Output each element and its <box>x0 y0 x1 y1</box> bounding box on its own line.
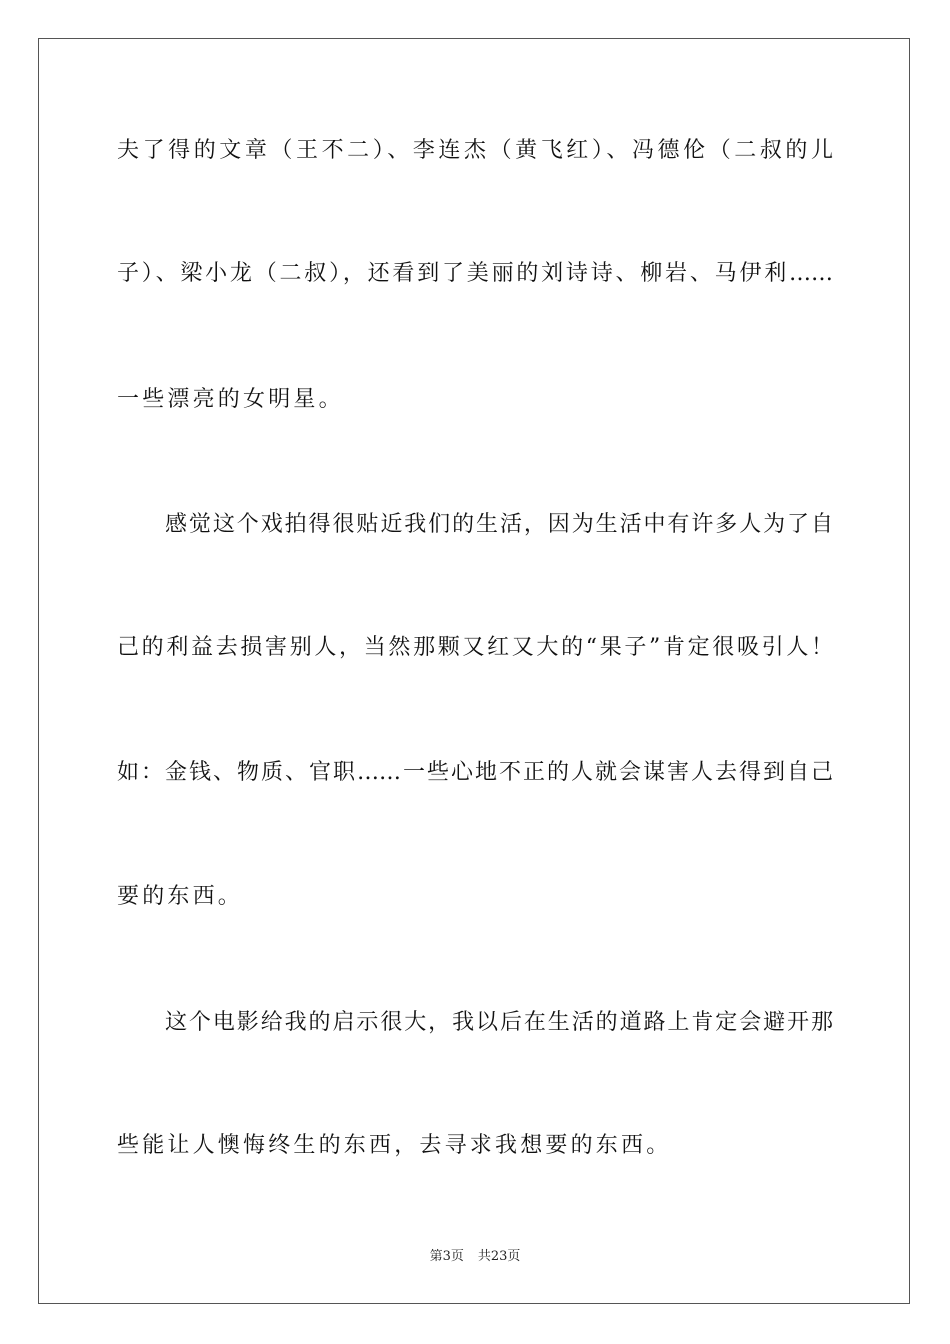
paragraph-line: 一些漂亮的女明星。 <box>117 387 344 412</box>
page-border <box>38 38 910 1304</box>
paragraph-line: 些能让人懊悔终生的东西，去寻求我想要的东西。 <box>117 1133 672 1158</box>
paragraph-line: 己的利益去损害别人，当然那颗又红又大的“果子”肯定很吸引人！ <box>117 635 833 660</box>
paragraph-line: 夫了得的文章（王不二）、李连杰（黄飞红）、冯德伦（二叔的儿 <box>117 138 833 163</box>
page-total: 共23页 <box>477 1249 521 1264</box>
page-footer <box>0 1245 950 1264</box>
page-number: 第3页 <box>429 1249 464 1264</box>
paragraph-line: 如：金钱、物质、官职……一些心地不正的人就会谋害人去得到自己 <box>117 760 833 785</box>
paragraph-line: 这个电影给我的启示很大，我以后在生活的道路上肯定会避开那 <box>165 1010 833 1035</box>
paragraph-line: 感觉这个戏拍得很贴近我们的生活，因为生活中有许多人为了自 <box>165 512 833 537</box>
paragraph-line: 子）、梁小龙（二叔），还看到了美丽的刘诗诗、柳岩、马伊利…… <box>117 261 833 286</box>
paragraph-line: 要的东西。 <box>117 884 244 909</box>
